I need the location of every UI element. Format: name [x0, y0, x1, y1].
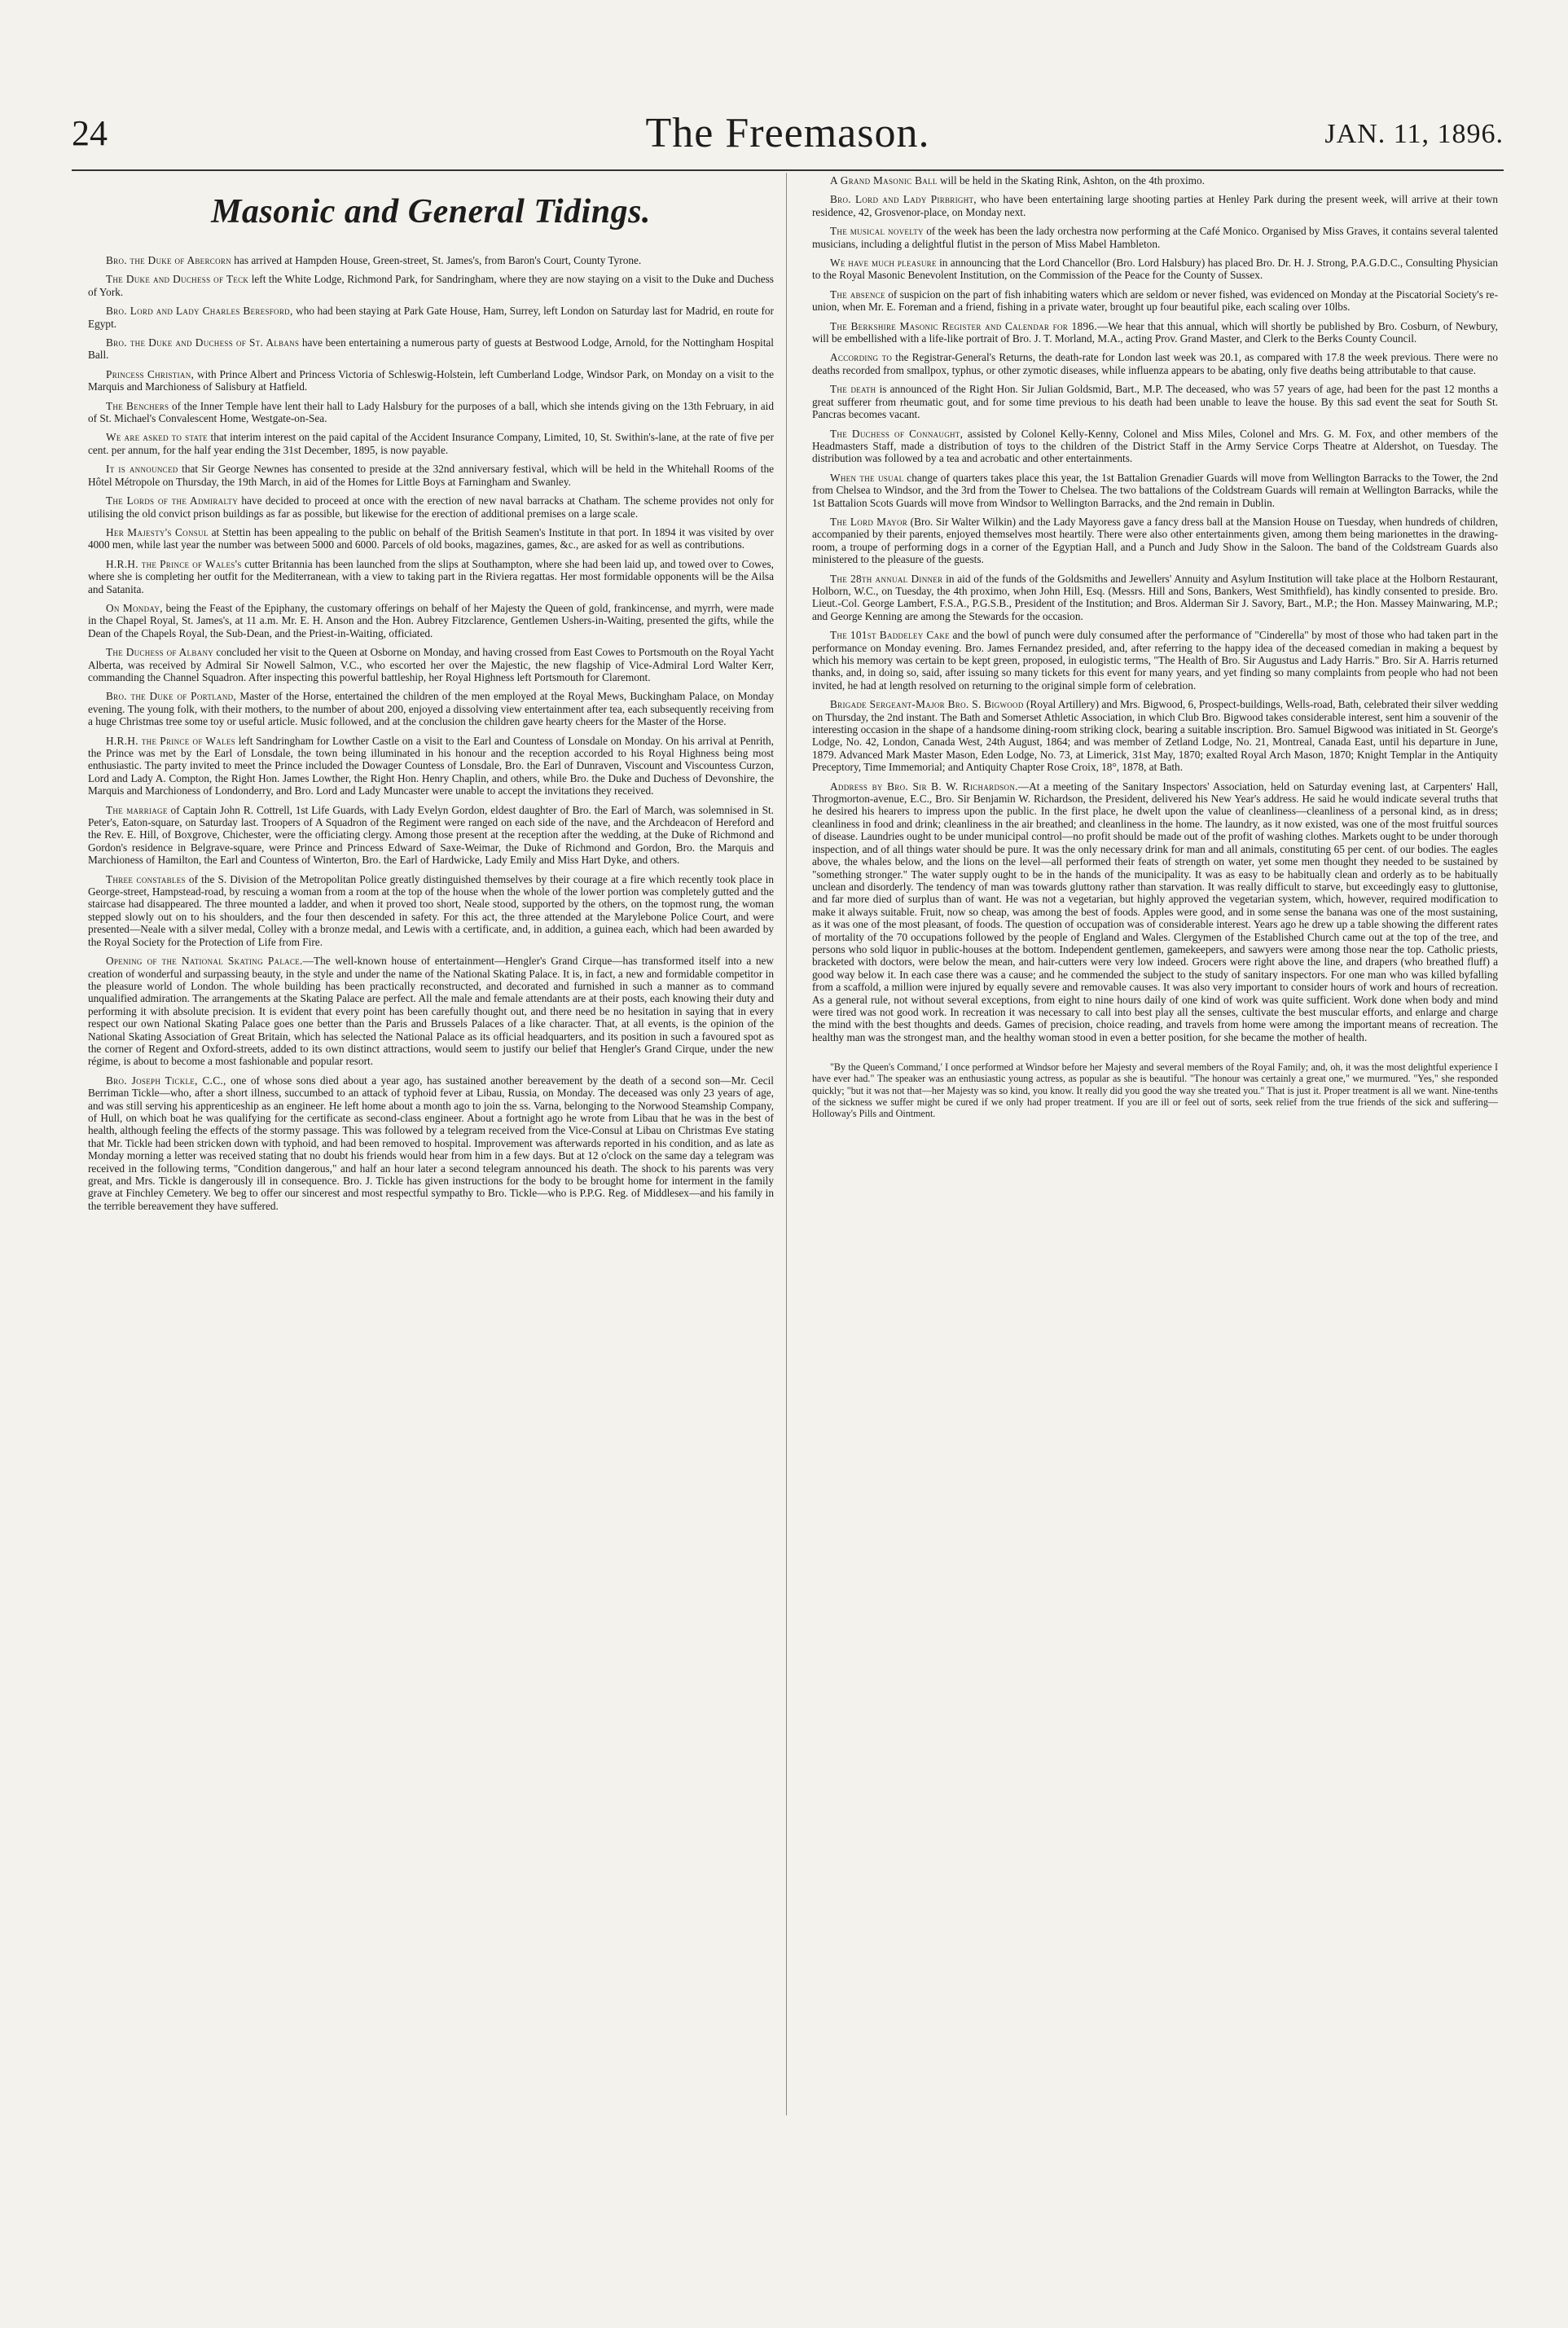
left-paragraphs [88, 254, 774, 1212]
page-header [72, 112, 1504, 168]
article-paragraph [88, 254, 774, 266]
paragraph-lead: H.R.H. the Prince of Wales's [106, 557, 242, 570]
paragraph-body: that interim interest on the paid capital of the Accident Insurance Company, Limited, 10, St. Swithin's-lane, at the rate of five per cent. per annum, for the half year ending the 31st December, 1895, is now payable. [88, 431, 774, 456]
paragraph-body: assisted by Colonel Kelly-Kenny, Colonel and Miss Miles, Colonel and Mrs. G. M. Fox, and other members of the Headmasters Staff, made a distribution of toys to the children of the District Staff in the Army Service Corps Theatre at Aldershot, on Tuesday. The distribution was followed by a tea and acrobatic and other entertainments. [812, 427, 1498, 465]
article-paragraph [88, 431, 774, 456]
issue-date: JAN. 11, 1896. [1324, 119, 1504, 149]
article-paragraph [88, 526, 774, 551]
article-paragraph [812, 629, 1498, 692]
paragraph-body: of suspicion on the part of fish inhabiting waters which are seldom or never fished, was evidenced on Monday at the Piscatorial Society's re-union, when Mr. E. Foreman and a friend, fishing in a private water, brought up four beautiful pike, each scaling over 10lbs. [812, 288, 1498, 314]
article-paragraph [88, 494, 774, 520]
paragraph-body: —At a meeting of the Sanitary Inspectors' Association, held on Saturday evening last, at Carpenters' Hall, Throgmorton-avenue, E.C., Bro. Sir Benjamin W. Richardson, the President, delivered his New Year's address. He said he would indicate several truths that he desired his hearers to impress upon the public. In the first place, he dwelt upon the value of cleanliness—cleanliness of a personal kind, as in dress; cleanliness in food and drink; cleanliness in the air breathed; and cleanliness in the home. The laundry, as it now existed, was one of the most fruitful sources of disease. Laundries ought to be under municipal control—no profit should be made out of the profit of washing clothes. Markets ought to be under thorough inspection, and of all things water should be pure. It was the only necessary drink for man and all animals, constituting 65 per cent. of our bodies. The eagles above, the whales below, and the lions on the level—all performed their feats of strength on water, yet some men thought they needed to be sustained by "something stronger." The water supply ought to be in the hands of the municipality. It was as easy to be habitually clean and orderly as to be habitually unclean and disorderly. The tendency of man was towards gluttony rather than starvation. It was really difficult to starve, but exceedingly easy to gluttonise, and far more died of surplus than of want. He was not a vegetarian, but highly approved the vegetarian system, which, however, required modification to make it always suitable. Fruit, now so cheap, was among the best of foods. Apples were good, and in some sense the banana was one of the most sustaining, as it was one of the most pleasant, of foods. The question of occupation was of considerable interest. Years ago he drew up a table showing the different rates of mortality of the 70 occupations followed by the people of England and Wales. Clergymen of the Established Church came out at the top of the tree, and persons who sold liquor in public-houses at the bottom. Independent gentlemen, gamekeepers, and sawyers were among those near the top. Catholic priests, bracketed with doctors, were below the mean, and hair-cutters were very low indeed. Grocers were right above the line, and drapers (who breathed fluff) a good way below it. In each case there was a cause; and he commended the subject to the study of sanitary inspectors. For one man who was killed byfalling from a scaffold, a million were injured by equally severe and removable causes. It was also very important to consider hours of work and hours of recreation. As a general rule, not without several exceptions, from eight to nine hours daily of one kind of work was quite sufficient. Work done when body and mind were tired was not good work. In recreation it was necessary to call into best play all the senses, cultivate the best muscular efforts, and enlarge and charge the mind with the best thoughts and deeds. Games of precision, choice reading, and travels from home were among the important means of recreation. The healthy man was the strongest man, and the healthy woman stood in even a better position, for she became the mother of health. [812, 780, 1498, 1043]
advertisement-footnote: "By the Queen's Command,' I once performed at Windsor before her Majesty and several members of the Royal Family; and, oh, it was the most delightful experience I have ever had." The speaker was an enthusiastic young actress, as popular as she is beautiful. "The honour was certainly a great one," we murmured. "Yes," she responded quickly; "but it was not that—her Majesty was so kind, you know. It really did you good the way she treated you." That is just it. Proper treatment is all we want. Nine-tenths of the sickness we suffer might be cured if we only had proper treatment. If you are ill or feel out of sorts, seek relief from the true friends of the sick and suffering—Holloway's Pills and Ointment. [812, 1061, 1498, 1119]
article-paragraph [812, 225, 1498, 250]
paragraph-lead: Bro. Joseph Tickle, C.C., [106, 1074, 226, 1087]
article-paragraph [812, 573, 1498, 623]
paragraph-body: with Prince Albert and Princess Victoria of Schleswig-Holstein, left Cumberland Lodge, Windsor Park, on Monday on a visit to the Marquis and Marchioness of Salisbury at Hatfield. [88, 367, 774, 393]
article-paragraph [88, 602, 774, 639]
paragraph-lead: Bro. Lord and Lady Pirbright, [830, 193, 977, 206]
article-paragraph [88, 400, 774, 425]
article-paragraph [812, 780, 1498, 1044]
article-paragraph [812, 257, 1498, 282]
article-paragraph [812, 193, 1498, 218]
column-divider [786, 173, 787, 2115]
paragraph-body: left Sandringham for Lowther Castle on a visit to the Earl and Countess of Lonsdale on Monday. On his arrival at Penrith, the Prince was met by the Earl of Lonsdale, the town being illuminated in his honour and the reception accorded to his Royal Highness being most enthusiastic. The party invited to meet the Prince included the Dowager Countess of Lonsdale, Bro. the Earl of Dunraven, Viscount and Viscountess Curzon, Lord and Lady A. Compton, the Right Hon. James Lowther, the Right Hon. Henry Chaplin, and others, while Bro. the Duke and Duchess of Devonshire, the Marquis and Marchioness of Londonderry, and Bro. Lord and Lady Muncaster were unable to accept the invitations they received. [88, 734, 774, 797]
paragraph-body: one of whose sons died about a year ago, has sustained another bereavement by the death of a second son—Mr. Cecil Berriman Tickle—who, after a short illness, succumbed to an attack of typhoid fever at Libau, Russia, on Monday. The deceased was only 23 years of age, and was still serving his apprenticeship as an engineer. He left home about a month ago to join the ss. Varna, belonging to the Norwood Steamship Company, of Hull, on which boat he was qualifying for the certificate as second-class engineer. About a fortnight ago he wrote from Libau that he was in the best of health, although feeling the effects of the stormy passage. This was followed by a telegram received from the Vice-Consul at Libau on Christmas Eve stating that Mr. Tickle had been stricken down with typhoid, and had been removed to hospital. Improvement was afterwards reported in his condition, and as late as Monday morning a letter was received stating that no doubt his friends would hear from him in a few days. But at 12 o'clock on the same day a telegram was received in the following terms, "Condition dangerous," and half an hour later a second telegram announced his death. The shock to his parents was very great, and Mrs. Tickle is dangerously ill in consequence. Bro. J. Tickle has given instructions for the body to be brought home for interment in the family grave at Finchley Cemetery. We beg to offer our sincerest and most respectful sympathy to Bro. Tickle—who is P.P.G. Reg. of Middlesex—and his family in the terrible bereavement they have suffered. [88, 1074, 774, 1212]
paragraph-body: of Captain John R. Cottrell, 1st Life Guards, with Lady Evelyn Gordon, eldest daughter of Bro. the Earl of March, was solemnised in St. Peter's, Eaton-square, on Saturday last. Troopers of A Squadron of the Regiment were ranged on each side of the nave, and the Archdeacon of Hereford and the Rev. E. Hill, of Boxgrove, Chichester, were the officiating clergy. Among those present at the reception after the wedding, at the Duke of Richmond and Gordon's residence in Belgrave-square, were Prince and Princess Edward of Saxe-Weimar, the Duke of Richmond and Gordon, Bro. the Marquis and Marchioness of Hamilton, the Earl and Countess of Winterton, Bro. the Earl of Hardwicke, Lady Emily and Miss Hart Dyke, and others. [88, 803, 774, 867]
paragraph-lead: The Berkshire Masonic Register and Calendar for 1896. [830, 319, 1097, 332]
article-paragraph [88, 646, 774, 683]
paragraph-lead: Princess Christian, [106, 367, 195, 380]
paragraph-lead: The musical novelty [830, 225, 924, 238]
paragraph-lead: The death [830, 383, 876, 396]
article-paragraph [88, 804, 774, 867]
paragraph-lead: The Duchess of Connaught, [830, 427, 964, 440]
paragraph-body: —The well-known house of entertainment—Hengler's Grand Cirque—has transformed itself into a new creation of wonderful and surpassing beauty, in the style and under the name of the National Skating Palace. It is, in fact, a new and formidable competitor in the pleasure world of London. The whole building has been practically reconstructed, and decorated and furnished in such a manner as to command unqualified admiration. The arrangements at the Skating Palace are perfect. All the male and female attendants are at their posts, each knowing their duty and performing it with absolute precision. It is evident that every point has been carefully thought out, and there need be no hesitation in saying that in every respect our own National Skating Palace goes one better than the Paris and Brussels Palaces of a like character. That, at all events, is the opinion of the National Skating Association of Great Britain, which has selected the National Palace as its official headquarters, and its position in such a favoured spot as the corner of Regent and Oxford-streets, added to its own distinct attractions, would seem to justify our belief that Hengler's Grand Cirque, under the new régime, is about to become a most fashionable and popular resort. [88, 955, 774, 1068]
paragraph-body: and the bowl of punch were duly consumed after the performance of "Cinderella" by most of those who had taken part in the performance on Monday evening. Bro. James Fernandez presided, and, after referring to the happy idea of the deceased comedian in making a bequest by which his memory was certain to be kept green, proposed, in eulogistic terms, "The Health of Bro. Sir Augustus and Lady Harris." Bro. Sir A. Harris returned thanks, and, in doing so, said, after issuing so many tickets for this event for many years, and yet finding so many complaints from people who had not been invited, he had at length resolved on returning to the original simple form of celebration. [812, 629, 1498, 692]
article-paragraph [812, 288, 1498, 314]
paragraph-lead: The Duchess of Albany [106, 646, 214, 659]
paragraph-body: of the S. Division of the Metropolitan Police greatly distinguished themselves by their courage at a fire which recently took place in George-street, Hampstead-road, by rescuing a woman from a room at the top of the house when the whole of the lower portion was completely gutted and the staircase had disappeared. The three mounted a ladder, and when it proved too short, Neale stood, supported by the others, on the topmost rung, the woman stepped slowly out on to his shoulders, and the four then descended in safety. For this act, the three attended at the Marylebone Police Court, and were presented—Neale with a silver medal, Colley with a bronze medal, and Lewis with a certificate, and, in addition, a guinea each, which had been awarded by the Royal Society for the Protection of Life from Fire. [88, 872, 774, 948]
paragraph-lead: The 101st Baddeley Cake [830, 629, 950, 642]
paragraph-lead: The Lord Mayor [830, 515, 908, 528]
article-paragraph [812, 351, 1498, 376]
paragraph-lead: Bro. the Duke of Abercorn [106, 254, 231, 266]
paragraph-body: cutter Britannia has been launched from the slips at Southampton, where she had been laid up, and towed over to Cowes, where she is completing her outfit for the Mediterranean, with a view to taking part in the Riviera regattas. Her most formidable opponents will be the Ailsa and Satanita. [88, 557, 774, 595]
paragraph-lead: On Monday, [106, 601, 163, 614]
page-number: 24 [72, 113, 108, 153]
section-heading: Masonic and General Tidings. [211, 193, 651, 231]
paragraph-lead: The Duke and Duchess of Teck [106, 273, 249, 286]
paragraph-body: in announcing that the Lord Chancellor (Bro. Lord Halsbury) has placed Bro. Dr. H. J. Strong, P.A.G.D.C., Consulting Physician to the Royal Masonic Benevolent Institution, on the Commission of the Peace for the County of Sussex. [812, 257, 1498, 282]
paragraph-lead: H.R.H. the Prince of Wales [106, 734, 235, 747]
paragraph-body: will be held in the Skating Rink, Ashton, on the 4th proximo. [937, 174, 1205, 187]
paragraph-body: who have been entertaining large shooting parties at Henley Park during the present week, will arrive at their town residence, 42, Grosvenor-place, on Monday next. [812, 193, 1498, 218]
paragraph-body: being the Feast of the Epiphany, the customary offerings on behalf of her Majesty the Queen of gold, frankincense, and myrrh, were made in the Chapel Royal, St. James's, at 11 a.m. Mr. E. H. Anson and the Hon. Aubrey Fitzclarence, Gentlemen Ushers-in-Waiting, presented the gifts, while the Dean of the Chapels Royal, the Sub-Dean, and the Priest-in-Waiting, officiated. [88, 601, 774, 639]
paragraph-lead: According to [830, 351, 893, 364]
paragraph-lead: We are asked to state [106, 431, 208, 444]
paragraph-body: Master of the Horse, entertained the children of the men employed at the Royal Mews, Buckingham Palace, on Monday evening. The young folk, with their mothers, to the number of about 200, enjoyed a dissolving view entertainment after tea, each subsequently receiving from a huge Christmas tree some toy or useful article. Music followed, and at the conclusion the children gave hearty cheers for the Master of the Horse. [88, 690, 774, 728]
article-paragraph [88, 558, 774, 595]
article-paragraph [88, 690, 774, 727]
paragraph-body: change of quarters takes place this year, the 1st Battalion Grenadier Guards will move from Wellington Barracks to the Tower, the 2nd from Chelsea to Windsor, and the 3rd from the Tower to Chelsea. The two battalions of the Coldstream Guards will remain at Wellington Barracks, while the 1st Battalion Scots Guards will move from Windsor to Wellington Barracks, and the 2nd remain in Dublin. [812, 471, 1498, 509]
paragraph-body: —We hear that this annual, which will shortly be published by Bro. Cosburn, of Newbury, will be embellished with a life-like portrait of Bro. J. T. Morland, M.A., acting Prov. Grand Master, and Clerk to the Berks County Council. [812, 319, 1498, 345]
paragraph-lead: The marriage [106, 803, 168, 816]
paragraph-body: have been entertaining a numerous party of guests at Bestwood Lodge, Arnold, for the Nottingham Hospital Ball. [88, 336, 774, 362]
article-paragraph [812, 698, 1498, 773]
article-paragraph [88, 368, 774, 393]
left-column [88, 174, 774, 2121]
article-paragraph [812, 516, 1498, 566]
paragraph-body: has arrived at Hampden House, Green-street, St. James's, from Baron's Court, County Tyrone. [231, 254, 642, 266]
article-paragraph [812, 383, 1498, 420]
paragraph-lead: It is announced [106, 463, 178, 476]
paragraph-lead: The Lords of the Admiralty [106, 494, 239, 507]
paragraph-lead: Bro. the Duke and Duchess of St. Albans [106, 336, 300, 349]
paragraph-lead: Address by Bro. Sir B. W. Richardson. [830, 780, 1018, 793]
paragraph-lead: Opening of the National Skating Palace. [106, 955, 303, 968]
paragraph-lead: Bro. the Duke of Portland, [106, 690, 237, 703]
paragraph-lead: The 28th annual Dinner [830, 572, 943, 585]
paragraph-body: (Royal Artillery) and Mrs. Bigwood, 6, Prospect-buildings, Wells-road, Bath, celebrated their silver wedding on Thursday, the 2nd instant. The Bath and Somerset Athletic Association, in which Club Bro. Bigwood takes considerable interest, sent him a souvenir of the interesting occasion in the shape of a handsome dining-room striking clock, bearing a suitable inscription. Bro. Samuel Bigwood was initiated in St. George's Lodge, No. 42, London, Canada West, 24th August, 1864; and was member of Zetland Lodge, No. 21, Montreal, Canada East, until his departure in June, 1879. Advanced Mark Master Mason, Eden Lodge, No. 73, at Limerick, 31st May, 1870; exalted Royal Arch Mason, 1870; Knight Templar in the Antiquity Preceptory, Time Immemorial; and Antiquity Chapter Rose Croix, 18°, 1878, at Bath. [812, 698, 1498, 774]
article-paragraph [88, 273, 774, 298]
paragraph-lead: When the usual [830, 471, 904, 484]
paragraph-lead: A Grand Masonic Ball [830, 174, 938, 187]
article-paragraph [88, 1074, 774, 1212]
paragraph-lead: Her Majesty's Consul [106, 525, 209, 538]
paragraph-body: is announced of the Right Hon. Sir Julian Goldsmid, Bart., M.P. The deceased, who was 57 years of age, had been for the past 12 months a great sufferer from rheumatic gout, and for some time previous to his death had been unable to leave the house. By this sad event the seat for South St. Pancras becomes vacant. [812, 383, 1498, 421]
paragraph-body: at Stettin has been appealing to the public on behalf of the British Seamen's Institute in that port. In 1894 it was visited by over 4000 men, while last year the number was between 5000 and 6000. Parcels of old books, magazines, games, &c., are asked for as well as contributions. [88, 525, 774, 551]
right-paragraphs [812, 174, 1498, 1043]
article-paragraph [88, 336, 774, 362]
paragraph-body: who had been staying at Park Gate House, Ham, Surrey, left London on Saturday last for Madrid, en route for Egypt. [88, 305, 774, 330]
paragraph-lead: The absence [830, 288, 885, 301]
header-rule [72, 169, 1504, 171]
paragraph-lead: We have much pleasure [830, 257, 937, 270]
paragraph-body: (Bro. Sir Walter Wilkin) and the Lady Mayoress gave a fancy dress ball at the Mansion House on Tuesday, when hundreds of children, accompanied by their parents, enjoyed themselves most heartily. There were also other entertainments given, among them being marionettes in the drawing-room, a troupe of performing dogs in a corner of the Egyptian Hall, and a Punch and Judy Show in the Saloon. The band of the Coldstream Guards also ministered to the pleasure of the guests. [812, 515, 1498, 566]
paragraph-lead: The Benchers [106, 399, 169, 412]
paragraph-lead: Three constables [106, 872, 186, 885]
right-column [812, 174, 1498, 2121]
masthead-title: The Freemason. [645, 110, 930, 156]
paragraph-body: left the White Lodge, Richmond Park, for Sandringham, where they are now staying on a visit to the Duke and Duchess of York. [88, 273, 774, 298]
paragraph-body: the Registrar-General's Returns, the death-rate for London last week was 20.1, as compared with 17.8 the week previous. There were no deaths recorded from smallpox, typhus, or other zymotic diseases, while influenza appears to be abating, only five deaths being attributable to that cause. [812, 351, 1498, 376]
article-paragraph [812, 174, 1498, 187]
article-paragraph [812, 428, 1498, 465]
paragraph-body: of the Inner Temple have lent their hall to Lady Halsbury for the purposes of a ball, which she intends giving on the 13th February, in aid of St. Michael's Convalescent Home, Westgate-on-Sea. [88, 399, 774, 425]
article-paragraph [812, 472, 1498, 509]
paragraph-lead: Bro. Lord and Lady Charles Beresford, [106, 305, 293, 318]
article-paragraph [812, 320, 1498, 345]
paragraph-body: in aid of the funds of the Goldsmiths and Jewellers' Annuity and Asylum Institution will take place at the Holborn Restaurant, Holborn, W.C., on Tuesday, the 4th proximo, when John Hill, Esq. (Messrs. Hill and Sons, Bankers, West Smithfield), has kindly consented to preside. Bro. Lieut.-Col. George Lambert, F.S.A., P.G.S.B., President of the Institution; and Bros. Alderman Sir J. Savory, Bart., M.P.; the Hon. Massey Mainwaring, M.P.; and George Kenning are among the Stewards for the occasion. [812, 572, 1498, 622]
paragraph-body: that Sir George Newnes has consented to preside at the 32nd anniversary festival, which will be held in the Whitehall Rooms of the Hôtel Métropole on Thursday, the 19th March, in aid of the Homes for Little Boys at Farningham and Swanley. [88, 463, 774, 488]
paragraph-body: have decided to proceed at once with the erection of new naval barracks at Chatham. The scheme provides not only for utilising the old convict prison buildings as far as possible, but likewise for the erection of additional premises on a large scale. [88, 494, 774, 520]
article-paragraph [88, 735, 774, 797]
paragraph-body: concluded her visit to the Queen at Osborne on Monday, and having crossed from East Cowes to Portsmouth on the Royal Yacht Alberta, was received by Admiral Sir Nowell Salmon, V.C., who escorted her over the Majestic, the new flagship of Vice-Admiral Lord Walter Kerr, commanding the Channel Squadron. After inspecting this powerful battleship, her Royal Highness left Portsmouth for Claremont. [88, 646, 774, 683]
article-paragraph [88, 955, 774, 1068]
paragraph-body: of the week has been the lady orchestra now performing at the Café Monico. Organised by Miss Graves, it contains several talented musicians, including a delightful flutist in the person of Miss Mabel Hambleton. [812, 225, 1498, 250]
paragraph-lead: Brigade Sergeant-Major Bro. S. Bigwood [830, 698, 1024, 711]
article-paragraph [88, 463, 774, 488]
article-paragraph [88, 873, 774, 948]
article-paragraph [88, 305, 774, 330]
